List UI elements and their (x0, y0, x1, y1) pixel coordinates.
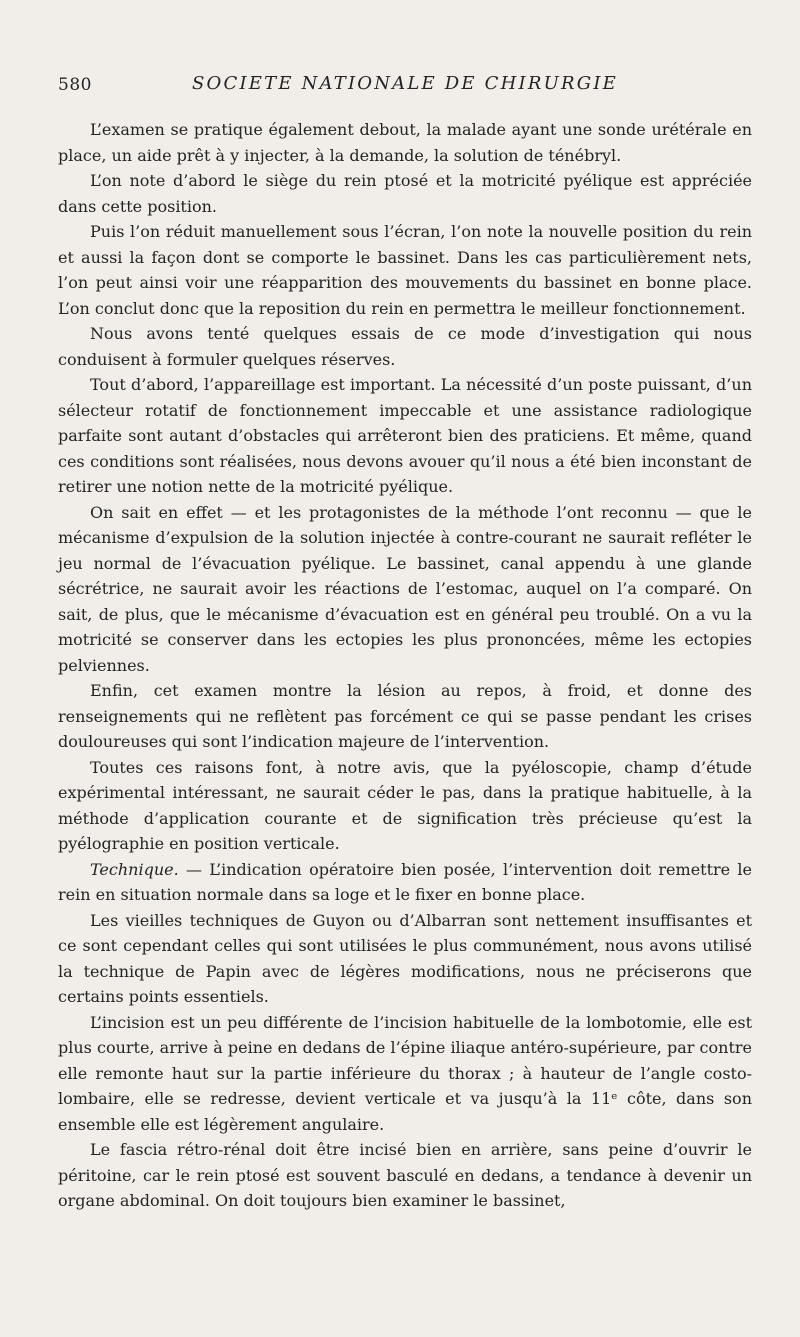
paragraph-investigation-trials: Nous avons tenté quelques essais de ce mode d’investigation qui nous conduisent à formuler quelques réserves. (58, 324, 752, 369)
paragraph-equipment: Tout d’abord, l’appareillage est important. La nécessité d’un poste puissant, d’un sélecteur rotatif de fonctionnement impeccable et une assistance radiologique parfaite sont autant d’obstacles qui arrêteront bien des praticiens. Et même, quand ces conditions sont réalisées, nous devons avouer qu’il nous a été bien inconstant de retirer une notion nette de la motricité pyélique. (58, 375, 752, 496)
paragraph-rest-exam: Enfin, cet examen montre la lésion au repos, à froid, et donne des renseignements qui ne reflètent pas forcément ce qui se passe pendant les crises douloureuses qui sont l’indication majeure de l’intervention. (58, 681, 752, 751)
paragraph-fascia: Le fascia rétro-rénal doit être incisé bien en arrière, sans peine d’ouvrir le péritoine, car le rein ptosé est souvent basculé en dedans, a tendance à devenir un organe abdominal. On doit toujours bien examiner le bassinet, (58, 1140, 752, 1210)
paragraph-exam-standing: L’examen se pratique également debout, la malade ayant une sonde urétérale en place, un aide prêt à y injecter, à la demande, la solution de ténébryl. (58, 120, 752, 165)
paragraph-technique (58, 857, 752, 908)
paragraph-incision: L’incision est un peu différente de l’incision habituelle de la lombotomie, elle est plus courte, arrive à peine en dedans de l’épine iliaque antéro-supérieure, par contre elle remonte haut sur la partie inférieure du thorax ; à hauteur de l’angle costo-lombaire, elle se redresse, devient verticale et va jusqu’à la 11ᵉ côte, dans son ensemble elle est légèrement angulaire. (58, 1012, 752, 1134)
technique-text: — L’indication opératoire bien posée, l’intervention doit remettre le rein en situation normale dans sa loge et le fixer en bonne place. (58, 859, 752, 904)
body-text (58, 117, 752, 1214)
paragraph-kidney-position: L’on note d’abord le siège du rein ptosé et la motricité pyélique est appréciée dans cette position. (58, 171, 752, 216)
technique-heading: Technique. (90, 859, 179, 879)
running-title: SOCIETE NATIONALE DE CHIRURGIE (192, 73, 618, 94)
page-header (58, 70, 752, 100)
paragraph-expulsion-mechanism: On sait en effet — et les protagonistes de la méthode l’ont reconnu — que le mécanisme d’expulsion de la solution injectée à contre-courant ne saurait refléter le jeu normal de l’évacuation pyélique. Le bassinet, canal appendu à une glande sécrétrice, ne saurait avoir les réactions de l’estomac, auquel on l’a comparé. On sait, de plus, que le mécanisme d’évacuation est en général peu troublé. On a vu la motricité se conserver dans les ectopies les plus prononcées, même les ectopies pelviennes. (58, 502, 752, 675)
paragraph-manual-reduction: Puis l’on réduit manuellement sous l’écran, l’on note la nouvelle position du rein et aussi la façon dont se comporte le bassinet. Dans les cas particulièrement nets, l’on peut ainsi voir une réapparition des mouvements du bassinet en bonne place. L’on conclut donc que la reposition du rein en permettra le meilleur fonctionnement. (58, 222, 752, 318)
paragraph-old-techniques: Les vieilles techniques de Guyon ou d’Albarran sont nettement insuffisantes et ce sont cependant celles qui sont utilisées le plus communément, nous avons utilisé la technique de Papin avec de légères modifications, nous ne préciserons que certains points essentiels. (58, 910, 752, 1006)
paragraph-pyeloscopy-reasons: Toutes ces raisons font, à notre avis, que la pyéloscopie, champ d’étude expérimental intéressant, ne saurait céder le pas, dans la pratique habituelle, à la méthode d’application courante et de signification très précieuse qu’est la pyélographie en position verticale. (58, 757, 752, 853)
page-number: 580 (58, 75, 92, 95)
